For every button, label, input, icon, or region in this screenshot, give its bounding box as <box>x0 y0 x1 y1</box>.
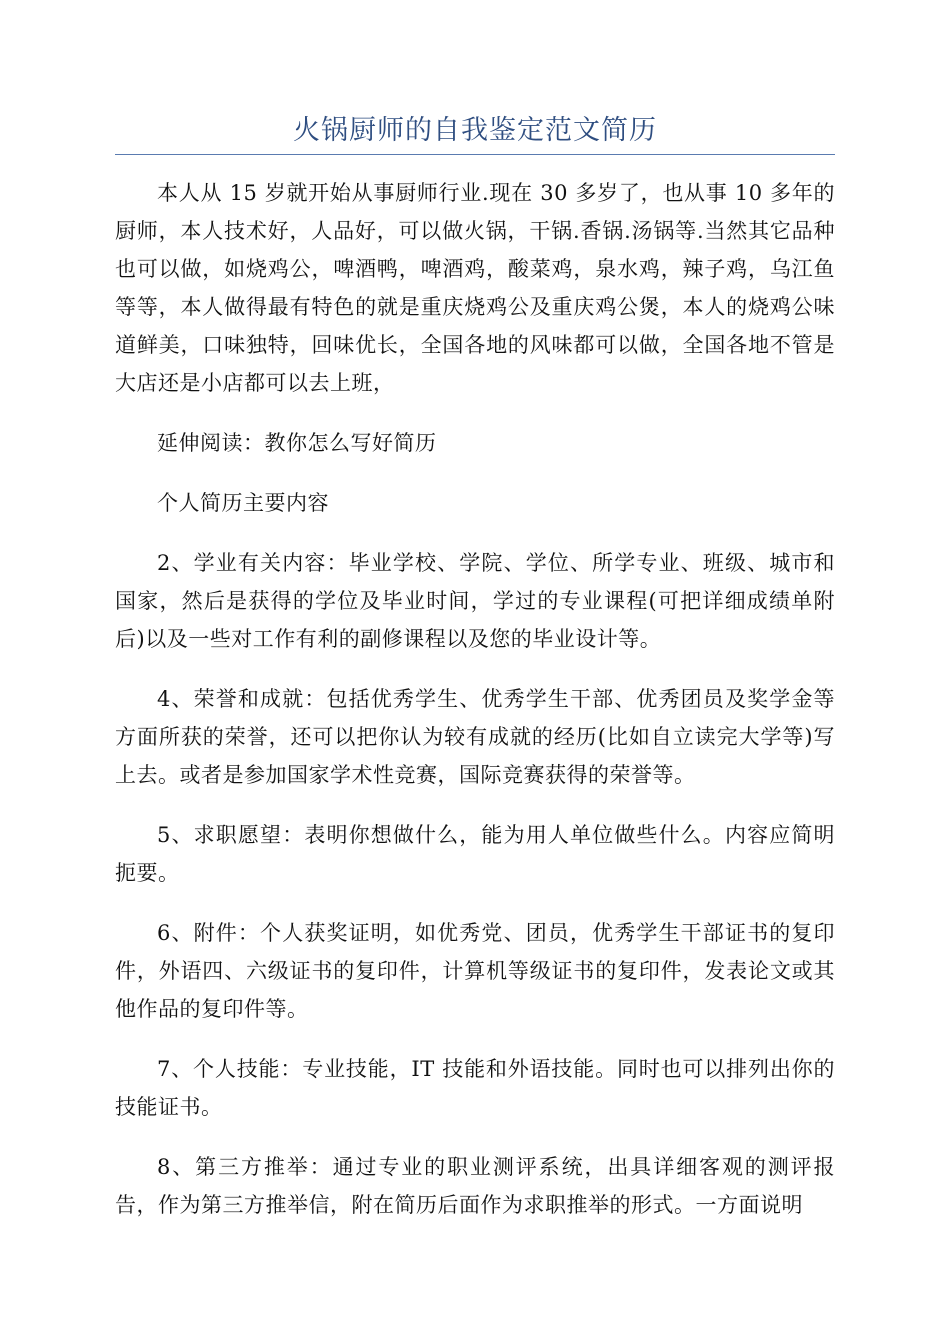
paragraph-education: 2、学业有关内容：毕业学校、学院、学位、所学专业、班级、城市和国家，然后是获得的学位及毕业时间，学过的专业课程(可把详细成绩单附后)以及一些对工作有利的副修课程以及您的毕业设计等。 <box>115 551 835 651</box>
paragraph-intro: 本人从 15 岁就开始从事厨师行业.现在 30 多岁了，也从事 10 多年的厨师，本人技术好，人品好，可以做火锅，干锅.香锅.汤锅等.当然其它品种也可以做，如烧鸡公，啤酒鸭，啤酒鸡，酸菜鸡，泉水鸡，辣子鸡，乌江鱼等等，本人做得最有特色的就是重庆烧鸡公及重庆鸡公煲，本人的烧鸡公味道鲜美，口味独特，回味优长，全国各地的风味都可以做，全国各地不管是大店还是小店都可以去上班， <box>115 181 835 395</box>
paragraph-extended-reading: 延伸阅读：教你怎么写好简历 <box>157 431 437 455</box>
paragraph-section-heading: 个人简历主要内容 <box>157 491 329 515</box>
document-body <box>115 174 835 1246</box>
paragraph-attachments: 6、附件：个人获奖证明，如优秀党、团员，优秀学生干部证书的复印件，外语四、六级证书的复印件，计算机等级证书的复印件，发表论文或其他作品的复印件等。 <box>115 921 835 1021</box>
document-title: 火锅厨师的自我鉴定范文简历 <box>293 115 657 146</box>
paragraph-skills: 7、个人技能：专业技能，IT 技能和外语技能。同时也可以排列出你的技能证书。 <box>115 1057 835 1119</box>
paragraph-job-intention: 5、求职愿望：表明你想做什么，能为用人单位做些什么。内容应简明扼要。 <box>115 823 835 885</box>
paragraph-honors: 4、荣誉和成就：包括优秀学生、优秀学生干部、优秀团员及奖学金等方面所获的荣誉，还可以把你认为较有成就的经历(比如自立读完大学等)写上去。或者是参加国家学术性竞赛，国际竞赛获得的荣誉等。 <box>115 687 835 787</box>
title-underline <box>115 154 835 155</box>
paragraph-third-party: 8、第三方推举：通过专业的职业测评系统，出具详细客观的测评报告，作为第三方推举信，附在简历后面作为求职推举的形式。一方面说明 <box>115 1155 835 1217</box>
